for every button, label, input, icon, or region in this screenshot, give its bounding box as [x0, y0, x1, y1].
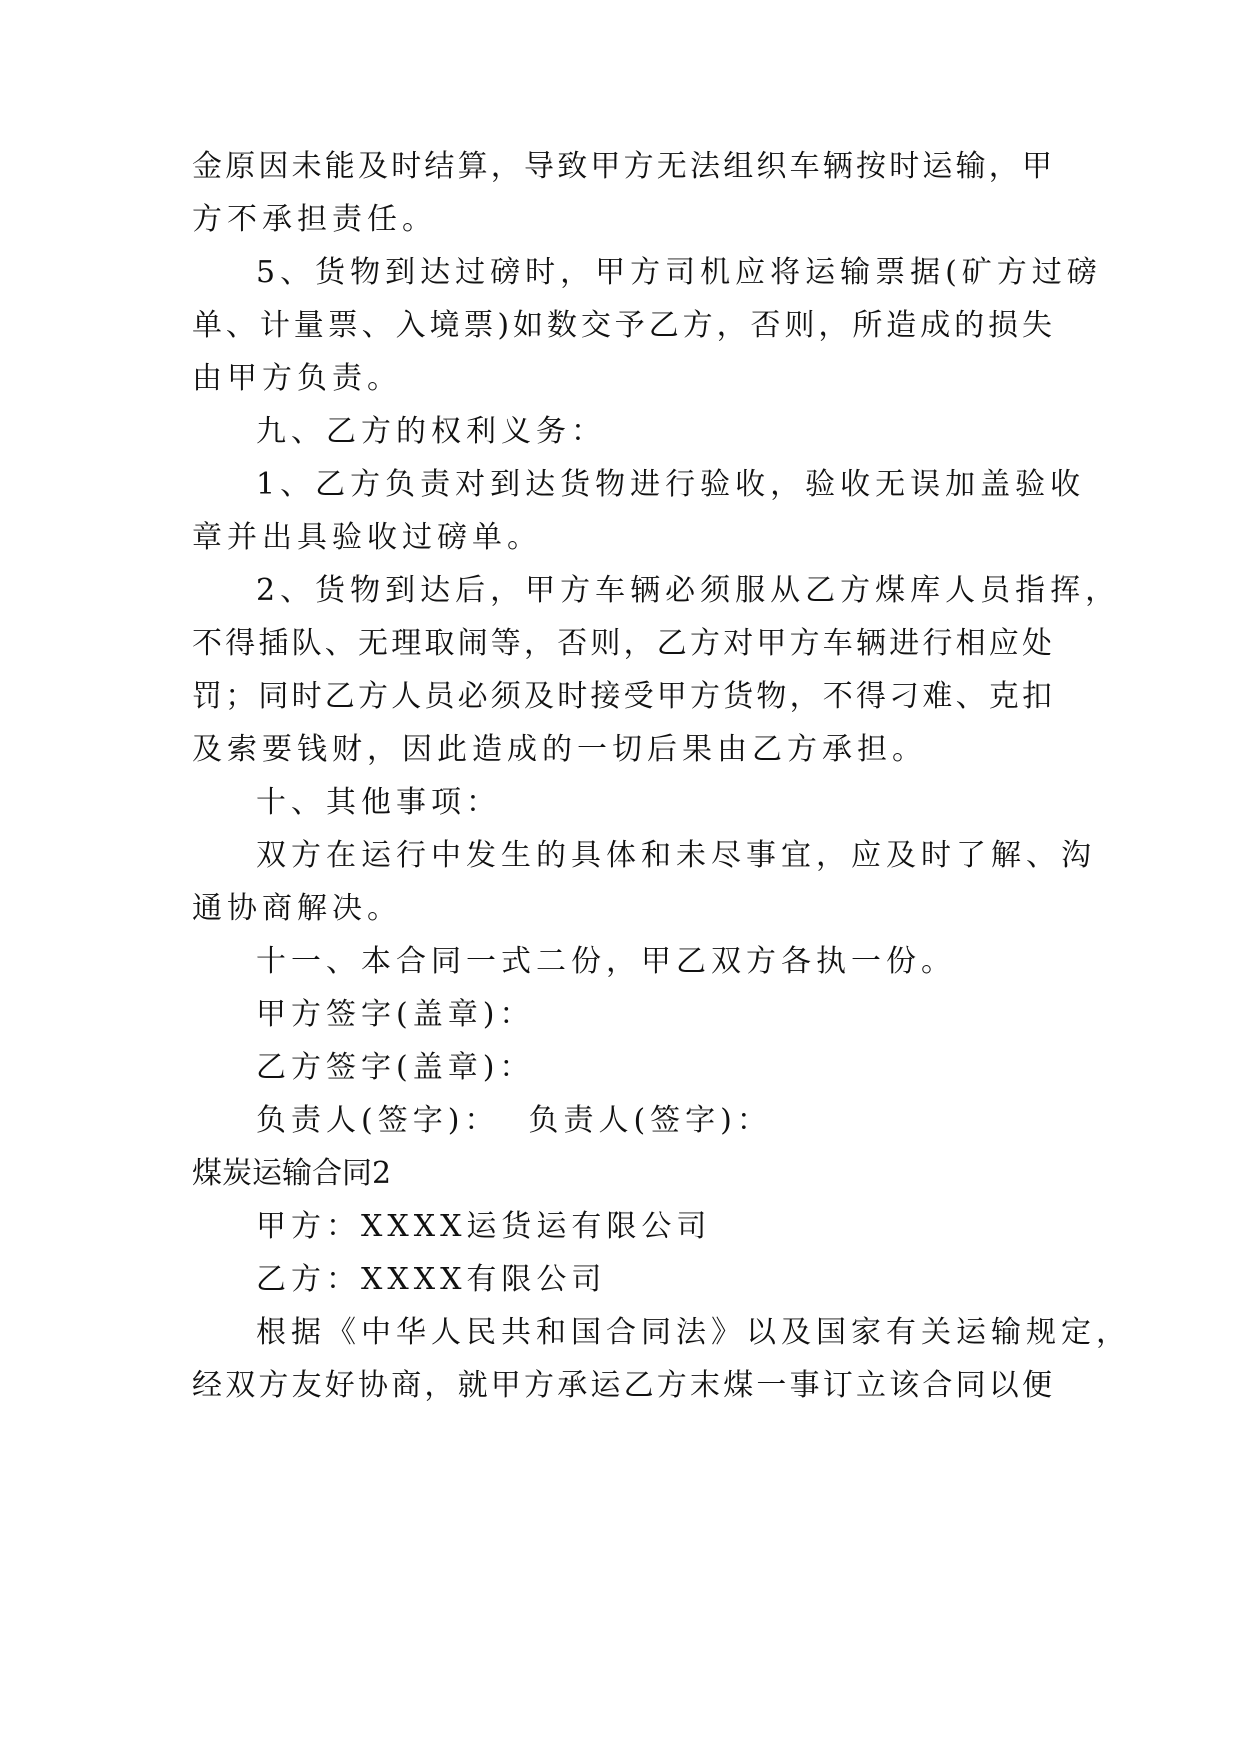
party-a-signature-label: 甲方签字(盖章)： — [256, 997, 535, 1032]
paragraph-line: 罚；同时乙方人员必须及时接受甲方货物，不得刁难、克扣 — [192, 679, 1052, 714]
party-b-name: 乙方：XXXX有限公司 — [256, 1262, 607, 1297]
paragraph-line: 金原因未能及时结算，导致甲方无法组织车辆按时运输，甲 — [192, 149, 1052, 184]
paragraph-line: 单、计量票、入境票)如数交予乙方，否则，所造成的损失 — [192, 308, 1052, 343]
contract-title: 煤炭运输合同2 — [192, 1156, 392, 1191]
paragraph-line: 双方在运行中发生的具体和未尽事宜，应及时了解、沟 — [256, 838, 1096, 873]
paragraph-line: 由甲方负责。 — [192, 361, 402, 396]
clause-2-line: 2、货物到达后，甲方车辆必须服从乙方煤库人员指挥， — [256, 573, 1121, 608]
section-heading-party-b: 九、乙方的权利义务： — [256, 414, 606, 449]
legal-basis-line: 根据《中华人民共和国合同法》以及国家有关运输规定， — [256, 1315, 1131, 1350]
paragraph-line: 经双方友好协商，就甲方承运乙方末煤一事订立该合同以便 — [192, 1368, 1052, 1403]
clause-1-line: 1、乙方负责对到达货物进行验收，验收无误加盖验收 — [256, 467, 1086, 502]
party-b-signature-label: 乙方签字(盖章)： — [256, 1050, 535, 1085]
paragraph-line: 及索要钱财，因此造成的一切后果由乙方承担。 — [192, 732, 927, 767]
responsible-person-signature-labels: 负责人(签字)： 负责人(签字)： — [256, 1103, 772, 1138]
paragraph-line: 不得插队、无理取闹等，否则，乙方对甲方车辆进行相应处 — [192, 626, 1052, 661]
section-heading-other: 十、其他事项： — [256, 785, 501, 820]
clause-5-line: 5、货物到达过磅时，甲方司机应将运输票据(矿方过磅 — [256, 255, 1102, 290]
party-a-name: 甲方：XXXX运货运有限公司 — [256, 1209, 712, 1244]
paragraph-line: 通协商解决。 — [192, 891, 402, 926]
section-heading-copies: 十一、本合同一式二份，甲乙双方各执一份。 — [256, 944, 956, 979]
paragraph-line: 方不承担责任。 — [192, 202, 437, 237]
paragraph-line: 章并出具验收过磅单。 — [192, 520, 542, 555]
